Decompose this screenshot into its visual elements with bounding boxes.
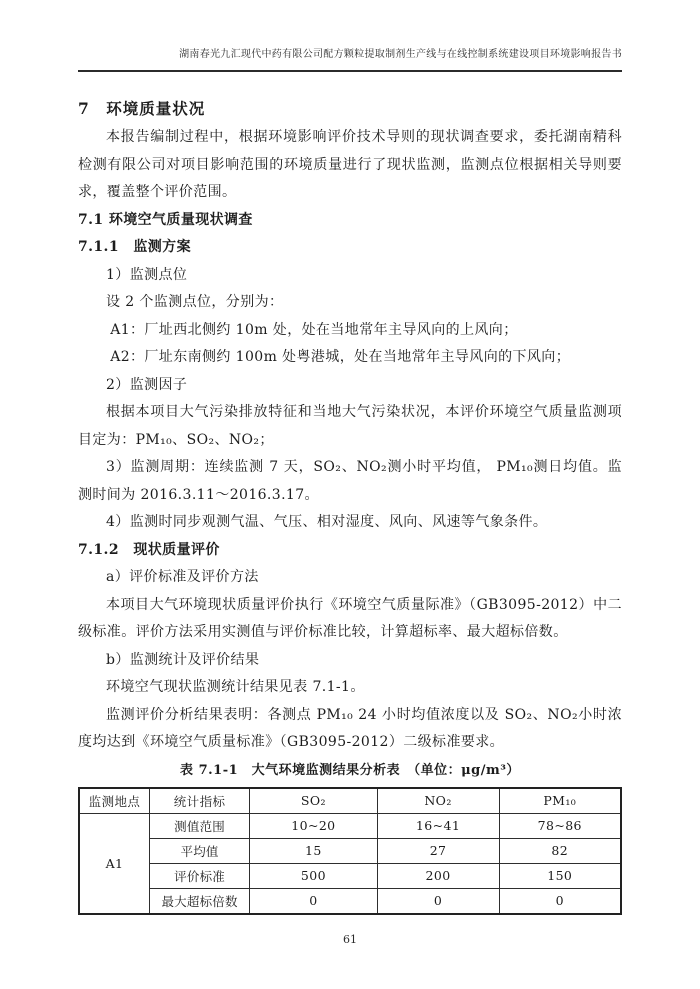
cell-indicator: 最大超标倍数	[149, 888, 249, 914]
table-row	[79, 888, 621, 914]
cell-pm10: 78~86	[499, 813, 621, 838]
cell-indicator: 平均值	[149, 838, 249, 863]
list-item-monitoring-points: 1）监测点位	[106, 266, 188, 283]
section-heading-7-1-1: 7.1.1 监测方案	[78, 239, 191, 255]
cell-no2: 27	[377, 838, 499, 863]
paragraph-table-ref: 环境空气现状监测统计结果见表 7.1-1。	[106, 679, 365, 695]
table-row	[79, 813, 621, 838]
cell-location: A1	[79, 813, 149, 914]
paragraph-standard: 本项目大气环境现状质量评价执行《环境空气质量际准》（GB3095-2012）中二级标准。评价方法采用实测值与评价标准比较，计算超标率、最大超标倍数。	[78, 596, 622, 640]
cell-so2: 500	[250, 863, 377, 888]
cell-indicator: 测值范围	[149, 813, 249, 838]
monitoring-point-a2: A2：厂址东南侧约 100m 处粤港城，处在当地常年主导风向的下风向；	[110, 349, 571, 365]
paragraph-conclusion: 监测评价分析结果表明：各测点 PM₁₀ 24 小时均值浓度以及 SO₂、NO₂小时浓度均达到《环境空气质量标准》（GB3095-2012）二级标准要求。	[78, 706, 622, 750]
cell-pm10: 150	[499, 863, 621, 888]
list-item-meteorology: 4）监测时同步观测气温、气压、相对湿度、风向、风速等气象条件。	[106, 514, 548, 530]
table-header-no2: NO₂	[377, 788, 499, 814]
cell-indicator: 评价标准	[149, 863, 249, 888]
table-row	[79, 838, 621, 863]
section-heading-7-1-2: 7.1.2 现状质量评价	[78, 541, 220, 558]
table-header-pm10: PM₁₀	[499, 788, 621, 814]
cell-no2: 200	[377, 863, 499, 888]
page-number: 61	[343, 932, 357, 946]
cell-no2: 16~41	[377, 813, 499, 838]
cell-pm10: 0	[499, 888, 621, 914]
table-header-site: 监测地点	[79, 788, 149, 814]
cell-no2: 0	[377, 888, 499, 914]
list-item-monitoring-period: 3）监测周期：连续监测 7 天，SO₂、NO₂测小时平均值， PM₁₀测日均值。监测时间为 2016.3.11～2016.3.17。	[78, 459, 622, 503]
list-item-evaluation-standard: a）评价标准及评价方法	[106, 569, 259, 585]
monitoring-results-table	[78, 787, 622, 915]
cell-so2: 0	[250, 888, 377, 914]
cell-so2: 10~20	[250, 813, 377, 838]
monitoring-factors-text: 根据本项目大气污染排放特征和当地大气污染状况，本评价环境空气质量监测项目定为：PM₁₀、SO₂、NO₂；	[78, 404, 622, 448]
section-heading-7-1: 7.1 环境空气质量现状调查	[78, 211, 253, 228]
table-header-row	[79, 788, 621, 814]
monitoring-points-intro: 设 2 个监测点位，分别为：	[106, 294, 284, 310]
cell-so2: 15	[250, 838, 377, 863]
table-row	[79, 863, 621, 888]
table-header-indicator: 统计指标	[149, 788, 249, 814]
section-heading-7: 7 环境质量状况	[78, 99, 206, 118]
list-item-statistics: b）监测统计及评价结果	[106, 651, 260, 668]
monitoring-point-a1: A1：厂址西北侧约 10m 处，处在当地常年主导风向的上风向；	[110, 321, 518, 338]
list-item-monitoring-factors: 2）监测因子	[106, 376, 188, 393]
table-header-so2: SO₂	[250, 788, 377, 814]
document-header-title: 湖南春光九汇现代中药有限公司配方颗粒提取制剂生产线与在线控制系统建设项目环境影响报告书	[78, 48, 622, 72]
table-title: 表 7.1-1 大气环境监测结果分析表 （单位：μg/m³）	[180, 762, 520, 778]
paragraph-intro: 本报告编制过程中，根据环境影响评价技术导则的现状调查要求，委托湖南精科检测有限公司对项目影响范围的环境质量进行了现状监测，监测点位根据相关导则要求，覆盖整个评价范围。	[78, 129, 622, 200]
cell-pm10: 82	[499, 838, 621, 863]
document-body	[78, 124, 622, 757]
